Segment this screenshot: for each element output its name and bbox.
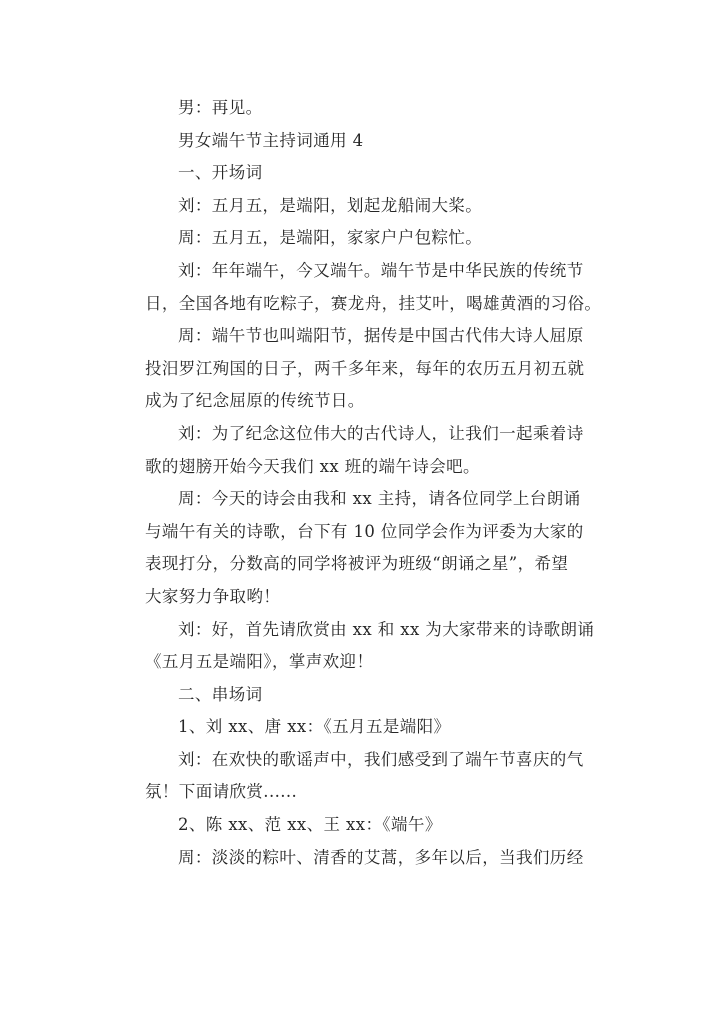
- subsection-heading: [112, 157, 612, 190]
- text-line: 刘：年年端午，今又端午。端午节是中华民族的传统节: [178, 260, 584, 280]
- paragraph: [112, 418, 612, 483]
- text-line: 《五月五是端阳》，掌声欢迎！: [145, 652, 374, 672]
- text-line: 周：五月五，是端阳，家家户户包粽忙。: [178, 228, 483, 248]
- text-line: 周：今天的诗会由我和 xx 主持，请各位同学上台朗诵: [178, 489, 581, 509]
- text-line: 刘：好，首先请欣赏由 xx 和 xx 为大家带来的诗歌朗诵: [178, 619, 595, 639]
- text-line: 表现打分，分数高的同学将被评为班级“朗诵之星”，希望: [145, 554, 569, 574]
- text-line: 氛！下面请欣赏......: [145, 782, 298, 802]
- text-line: 刘：五月五，是端阳，划起龙船闹大桨。: [178, 195, 483, 215]
- paragraph: [112, 744, 612, 809]
- text-line: 周：端午节也叫端阳节，据传是中国古代伟大诗人屈原: [178, 326, 584, 346]
- text-line: 二、串场词: [178, 684, 263, 704]
- text-line: 男女端午节主持词通用 4: [178, 130, 364, 150]
- text-line: 周：淡淡的粽叶、清香的艾蒿，多年以后，当我们历经: [178, 847, 584, 867]
- paragraph: [112, 222, 612, 255]
- text-line: 刘：在欢快的歌谣声中，我们感受到了端午节喜庆的气: [178, 749, 584, 769]
- text-line: 日，全国各地有吃粽子，赛龙舟，挂艾叶，喝雄黄酒的习俗。: [145, 293, 602, 313]
- paragraph: [112, 320, 612, 418]
- section-heading: [112, 125, 612, 158]
- text-line: 歌的翅膀开始今天我们 xx 班的端午诗会吧。: [145, 456, 480, 476]
- subsection-heading: [112, 679, 612, 712]
- text-line: 男：再见。: [178, 98, 263, 117]
- paragraph: [112, 190, 612, 223]
- paragraph: [112, 483, 612, 613]
- text-line: 一、开场词: [178, 163, 263, 183]
- text-line: 1、刘 xx、唐 xx：《五月五是端阳》: [178, 717, 451, 737]
- list-item: [112, 711, 612, 744]
- text-line: 成为了纪念屈原的传统节日。: [145, 391, 365, 411]
- document-body: [112, 92, 612, 874]
- text-line: 2、陈 xx、范 xx、王 xx：《端午》: [178, 815, 442, 835]
- text-line: 大家努力争取哟！: [145, 586, 281, 606]
- text-line: 刘：为了纪念这位伟大的古代诗人，让我们一起乘着诗: [178, 423, 584, 443]
- paragraph: [112, 614, 612, 679]
- list-item: [112, 809, 612, 842]
- paragraph: [112, 842, 612, 875]
- text-line: 与端午有关的诗歌，台下有 10 位同学会作为评委为大家的: [145, 521, 584, 541]
- text-line: 投汨罗江殉国的日子，两千多年来，每年的农历五月初五就: [145, 358, 585, 378]
- paragraph: [112, 255, 612, 320]
- paragraph: [112, 92, 612, 125]
